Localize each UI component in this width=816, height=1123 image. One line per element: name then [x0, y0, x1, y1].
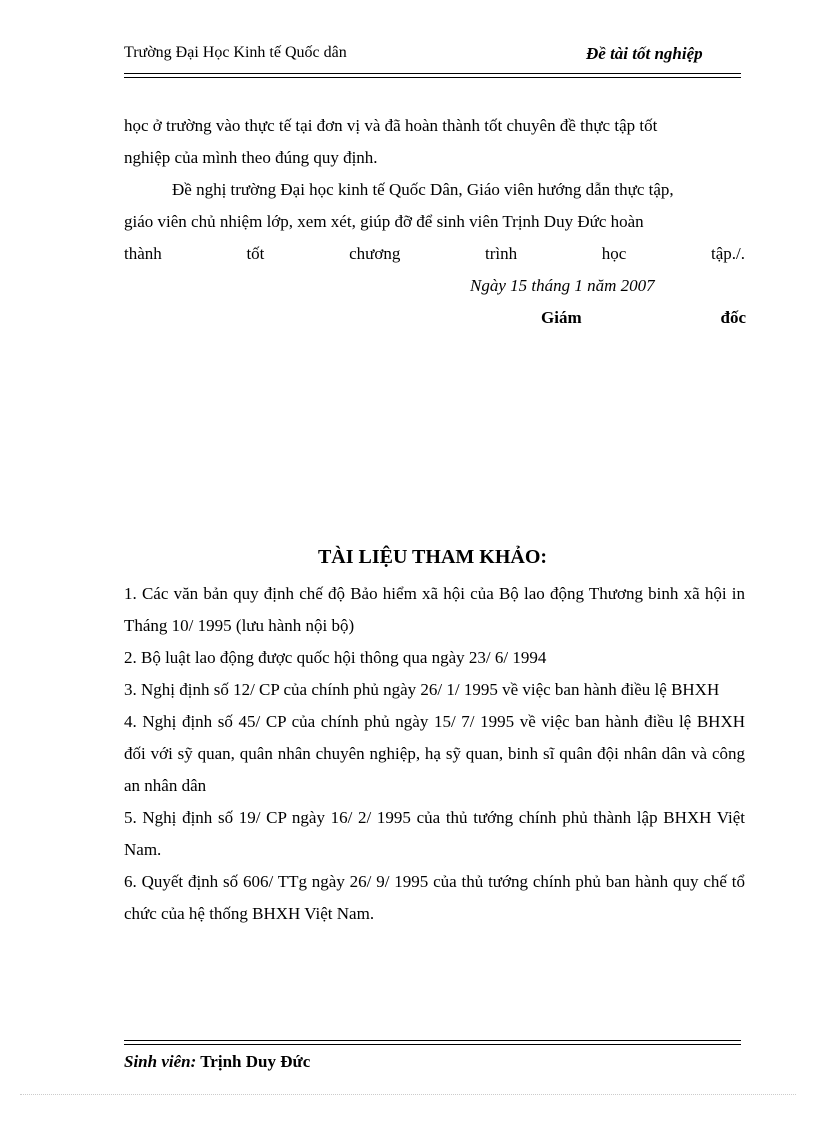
body-line-2: nghiệp của mình theo đúng quy định.	[124, 148, 378, 167]
reference-item: 3. Nghị định số 12/ CP của chính phủ ngày 26/ 1/ 1995 về việc ban hành điều lệ BHXH	[124, 680, 720, 699]
reference-item: 6. Quyết định số 606/ TTg ngày 26/ 9/ 1995 của thủ tướng chính phủ ban hành quy chế tổ chức của hệ thống BHXH Việt Nam.	[124, 872, 745, 923]
footer-student-label: Sinh viên:	[124, 1052, 197, 1071]
body-line-1	[124, 110, 745, 142]
header-rule-bottom	[124, 77, 741, 78]
body-line-3: Đề nghị trường Đại học kinh tế Quốc Dân, Giáo viên hướng dẫn thực tập,	[172, 180, 674, 199]
footer-student	[124, 1052, 310, 1072]
signature-date: Ngày 15 tháng 1 năm 2007	[470, 276, 655, 295]
reference-item: 2. Bộ luật lao động được quốc hội thông qua ngày 23/ 6/ 1994	[124, 648, 547, 667]
body-line-5-word: tập./.	[711, 244, 745, 263]
body-paragraph	[124, 110, 745, 270]
body-line-5-word: chương	[349, 244, 401, 263]
signer-title-word: đốc	[720, 308, 746, 327]
body-line-5	[124, 238, 745, 270]
references-title: TÀI LIỆU THAM KHẢO:	[317, 546, 548, 568]
signer-title-word: Giám	[541, 308, 582, 327]
body-line-5-word: trình	[485, 244, 518, 263]
body-line-4: giáo viên chủ nhiệm lớp, xem xét, giúp đỡ để sinh viên Trịnh Duy Đức hoàn	[124, 212, 644, 231]
references-list	[124, 578, 745, 930]
footer-student-name: Trịnh Duy Đức	[200, 1052, 311, 1071]
footer-rule-bottom	[124, 1044, 741, 1045]
body-line-5-word: học	[601, 244, 627, 263]
body-line-5-word: tốt	[246, 244, 265, 263]
signer-title	[541, 308, 746, 328]
header-school-name: Trường Đại Học Kinh tế Quốc dân	[124, 44, 347, 61]
reference-item: 5. Nghị định số 19/ CP ngày 16/ 2/ 1995 của thủ tướng chính phủ thành lập BHXH Việt Nam.	[124, 808, 745, 859]
header-rule-top	[124, 73, 741, 74]
page-edge-dotted-line	[20, 1094, 796, 1095]
body-line-1-text: học ở trường vào thực tế tại đơn vị và đã hoàn thành tốt chuyên đề thực tập tốt	[124, 116, 658, 135]
reference-item: 1. Các văn bản quy định chế độ Bảo hiểm xã hội của Bộ lao động Thương binh xã hội in Tháng 10/ 1995 (lưu hành nội bộ)	[124, 584, 745, 635]
footer-rule-top	[124, 1040, 741, 1041]
header-thesis-title: Đề tài tốt nghiệp	[586, 44, 703, 63]
body-line-5-word: thành	[124, 244, 162, 263]
reference-item: 4. Nghị định số 45/ CP của chính phủ ngày 15/ 7/ 1995 về việc ban hành điều lệ BHXH đối với sỹ quan, quân nhân chuyên nghiệp, hạ sỹ quan, binh sĩ quân đội nhân dân và công an nhân dân	[124, 712, 745, 795]
